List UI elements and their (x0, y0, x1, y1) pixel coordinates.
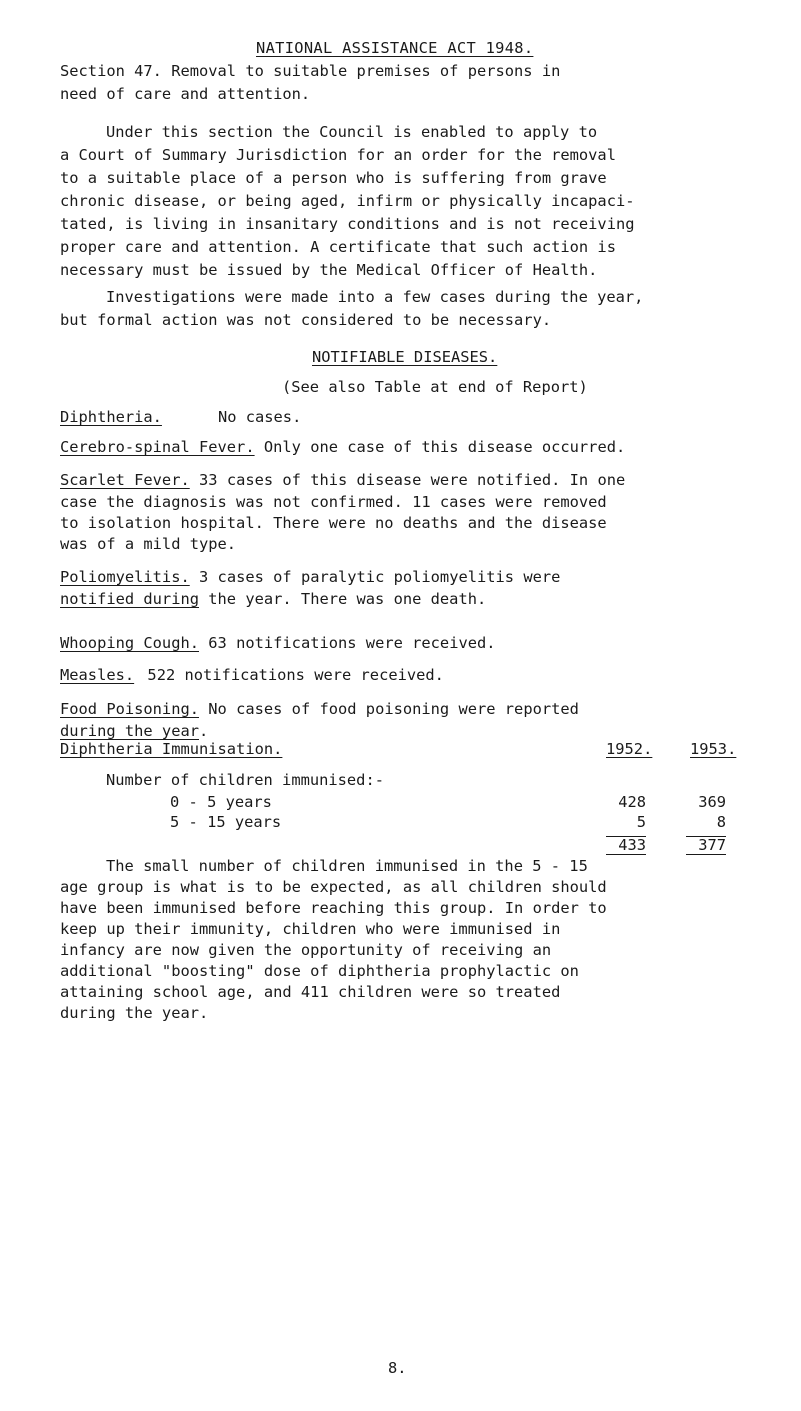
text-line: tated, is living in insanitary conditions and is not receiving (60, 215, 635, 233)
text-line: keep up their immunity, children who were immunised in (60, 920, 561, 938)
immunisation-row-1952: 428 (618, 793, 646, 811)
measles-label: Measles. (60, 666, 135, 684)
text-line: to a suitable place of a person who is suffering from grave (60, 169, 607, 187)
text-line: proper care and attention. A certificate that such action is (60, 238, 616, 256)
text-line: attaining school age, and 411 children were so treated (60, 983, 561, 1001)
cerebro-spinal-entry (60, 436, 625, 459)
text-line: chronic disease, or being aged, infirm or physically incapaci- (60, 192, 635, 210)
text-line: additional "boosting" dose of diphtheria prophylactic on (60, 962, 579, 980)
cerebro-spinal-label: Cerebro-spinal Fever. (60, 438, 255, 456)
immunisation-row-1953: 369 (698, 793, 726, 811)
page-title: NATIONAL ASSISTANCE ACT 1948. (256, 39, 534, 57)
text-line: Investigations were made into a few cases during the year, (106, 288, 644, 306)
text-line: during the year. (60, 1004, 209, 1022)
measles-text: 522 notifications were received. (147, 666, 444, 684)
section-47-heading-line2: need of care and attention. (60, 85, 311, 103)
poliomyelitis-label: Poliomyelitis. (60, 568, 190, 586)
cerebro-spinal-text: Only one case of this disease occurred. (263, 438, 626, 456)
text-line: case the diagnosis was not confirmed. 11 cases were removed (60, 493, 607, 511)
diphtheria-text: No cases. (217, 408, 302, 426)
text-line: but formal action was not considered to be necessary. (60, 311, 552, 329)
text-line: Under this section the Council is enabled to apply to (106, 123, 598, 141)
notifiable-diseases-heading: NOTIFIABLE DISEASES. (312, 348, 498, 366)
section-47-paragraph-1 (60, 121, 635, 282)
poliomyelitis-entry (60, 566, 560, 610)
scarlet-fever-entry (60, 469, 625, 555)
food-poisoning-line2: . (199, 722, 209, 740)
food-poisoning-line2-underlined: during the year (60, 722, 199, 740)
text-line: necessary must be issued by the Medical Officer of Health. (60, 261, 598, 279)
diphtheria-label: Diphtheria. (60, 408, 162, 426)
immunisation-intro: Number of children immunised:- (106, 771, 384, 789)
whooping-cough-text: 63 notifications were received. (208, 634, 496, 652)
text-line: The small number of children immunised in the 5 - 15 (106, 857, 588, 875)
immunisation-row-1953: 8 (716, 813, 726, 831)
immunisation-paragraph (60, 856, 607, 1024)
text-line: was of a mild type. (60, 535, 237, 553)
immunisation-row-age: 5 - 15 years (170, 813, 282, 831)
text-line: to isolation hospital. There were no deaths and the disease (60, 514, 607, 532)
text-line: have been immunised before reaching this group. In order to (60, 899, 607, 917)
immunisation-label: Diphtheria Immunisation. (60, 740, 283, 758)
immunisation-col-1953: 1953. (690, 740, 737, 758)
notifiable-diseases-subheading: (See also Table at end of Report) (282, 378, 588, 396)
food-poisoning-label: Food Poisoning. (60, 700, 199, 718)
section-47-paragraph-2 (60, 286, 643, 332)
whooping-cough-label: Whooping Cough. (60, 634, 199, 652)
food-poisoning-entry (60, 698, 579, 741)
immunisation-row-1952: 5 (636, 813, 646, 831)
immunisation-total-1952: 433 (606, 836, 646, 855)
immunisation-col-1952: 1952. (606, 740, 653, 758)
page-number: 8. (388, 1359, 407, 1377)
poliomyelitis-line2: the year. There was one death. (199, 590, 487, 608)
scarlet-fever-line1: 33 cases of this disease were notified. In one (199, 471, 626, 489)
section-47-heading (60, 60, 560, 106)
poliomyelitis-line1: 3 cases of paralytic poliomyelitis were (199, 568, 561, 586)
food-poisoning-line1: No cases of food poisoning were reported (208, 700, 579, 718)
text-line: a Court of Summary Jurisdiction for an order for the removal (60, 146, 616, 164)
whooping-cough-entry (60, 632, 496, 655)
diphtheria-entry (60, 406, 301, 429)
section-47-heading-line1: Section 47. Removal to suitable premises of persons in (60, 62, 561, 80)
text-line: infancy are now given the opportunity of receiving an (60, 941, 552, 959)
immunisation-row-age: 0 - 5 years (170, 793, 272, 811)
immunisation-total-1953: 377 (686, 836, 726, 855)
measles-entry (60, 664, 444, 687)
text-line: age group is what is to be expected, as all children should (60, 878, 607, 896)
poliomyelitis-line2-underlined: notified during (60, 590, 199, 608)
scarlet-fever-label: Scarlet Fever. (60, 471, 190, 489)
